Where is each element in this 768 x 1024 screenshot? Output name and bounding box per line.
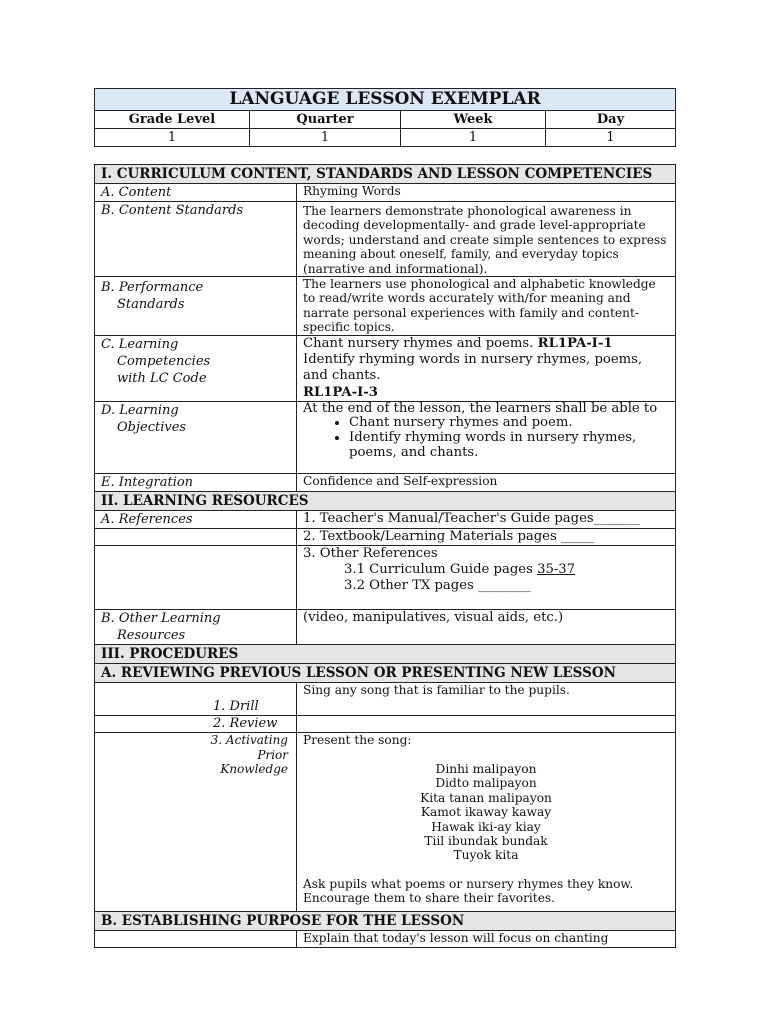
section3-heading: III. PROCEDURES: [95, 645, 676, 664]
references-label: A. References: [95, 510, 297, 528]
competency-1-text: Chant nursery rhymes and poems.: [303, 336, 534, 352]
song-line: Tuyok kita: [453, 848, 519, 863]
reference-3: [297, 546, 676, 610]
purpose-value: Explain that today's lesson will focus on chanting: [297, 931, 676, 948]
section2-heading: II. LEARNING RESOURCES: [95, 491, 676, 510]
day-value: 1: [546, 129, 676, 147]
competencies-value: [297, 336, 676, 402]
content-standards-value: The learners demonstrate phonological awareness in decoding developmentally- and grade level-appropriate words; understand and create simple sentences to express meaning about oneself, family, and everyday topics (narrative and informational).: [297, 202, 676, 277]
grade-level-value: 1: [95, 129, 250, 147]
song-lyrics: [303, 762, 669, 863]
other-resources-value: (video, manipulatives, visual aids, etc.): [297, 610, 676, 645]
objectives-list: [303, 416, 669, 460]
activating-label-line2: Prior: [257, 747, 288, 762]
drill-label: 1. Drill: [95, 683, 297, 716]
competencies-label-line1: C. Learning: [101, 337, 179, 353]
competency-1-code: RL1PA-I-1: [537, 336, 613, 352]
objectives-label-line2: Objectives: [117, 419, 187, 435]
curriculum-guide-text: 3.1 Curriculum Guide pages: [344, 562, 538, 578]
song-line: Kamot ikaway kaway: [420, 805, 552, 820]
performance-standards-label: [95, 277, 297, 336]
performance-standards-value: The learners use phonological and alphabetic knowledge to read/write words accurately with/for meaning and narrate personal experiences with family and content-specific topics.: [297, 277, 676, 336]
activating-value: [297, 733, 676, 912]
objectives-label: [95, 401, 297, 473]
objective-item: • Chant nursery rhymes and poem.: [349, 416, 669, 431]
content-standards-label: B. Content Standards: [95, 202, 297, 277]
drill-value: Sing any song that is familiar to the pupils.: [297, 683, 676, 716]
content-value: Rhyming Words: [297, 184, 676, 202]
other-resources-line1: B. Other Learning: [101, 611, 221, 627]
song-line: Didto malipayon: [435, 776, 537, 791]
performance-label-line1: B. Performance: [101, 280, 204, 296]
song-line: Hawak iki-ay kiay: [431, 819, 541, 834]
activating-label-line1: 3. Activating: [210, 733, 288, 748]
objectives-label-line1: D. Learning: [101, 402, 179, 418]
reference-3-1: [303, 562, 669, 578]
lesson-plan-table: [94, 164, 676, 948]
activating-label-line3: Knowledge: [220, 762, 288, 777]
competencies-label-line2: Competencies: [117, 354, 211, 370]
lesson-header-table: [94, 88, 676, 147]
integration-value: Confidence and Self-expression: [297, 473, 676, 491]
competency-2-code: RL1PA-I-3: [303, 384, 378, 400]
present-song: Present the song:: [303, 733, 412, 748]
song-line: Tiil ibundak bundak: [424, 834, 548, 849]
competency-2-text: Identify rhyming words in nursery rhymes, poems, and chants.: [303, 352, 643, 384]
objective-item: • Identify rhyming words in nursery rhymes, poems, and chants.: [349, 431, 669, 460]
song-line: Dinhi malipayon: [435, 762, 537, 777]
quarter-value: 1: [250, 129, 401, 147]
procedure-b-heading: B. ESTABLISHING PURPOSE FOR THE LESSON: [95, 912, 676, 931]
day-label: Day: [546, 111, 676, 129]
week-value: 1: [401, 129, 546, 147]
objectives-intro: At the end of the lesson, the learners shall be able to: [303, 400, 658, 416]
document-title: LANGUAGE LESSON EXEMPLAR: [95, 89, 676, 111]
competencies-label: [95, 336, 297, 402]
performance-label-line2: Standards: [117, 297, 185, 313]
activating-label: [95, 733, 297, 912]
reference-2: 2. Textbook/Learning Materials pages _____: [297, 528, 676, 545]
other-resources-line2: Resources: [117, 628, 186, 644]
section1-heading: I. CURRICULUM CONTENT, STANDARDS AND LESSON COMPETENCIES: [95, 165, 676, 184]
week-label: Week: [401, 111, 546, 129]
competencies-label-line3: with LC Code: [117, 371, 207, 387]
grade-level-label: Grade Level: [95, 111, 250, 129]
objectives-value: [297, 401, 676, 473]
song-line: Kita tanan malipayon: [420, 790, 552, 805]
reference-3-2: 3.2 Other TX pages ________: [344, 578, 531, 594]
review-label: 2. Review: [95, 716, 297, 733]
curriculum-guide-pages: 35-37: [537, 562, 576, 578]
content-label: A. Content: [95, 184, 297, 202]
quarter-label: Quarter: [250, 111, 401, 129]
procedure-a-heading: A. REVIEWING PREVIOUS LESSON OR PRESENTING NEW LESSON: [95, 664, 676, 683]
reference-1: 1. Teacher's Manual/Teacher's Guide pages_______: [297, 510, 676, 528]
other-resources-label: [95, 610, 297, 645]
integration-label: E. Integration: [95, 473, 297, 491]
reference-3-title: 3. Other References: [303, 546, 438, 562]
ask-pupils: Ask pupils what poems or nursery rhymes they know. Encourage them to share their favorites.: [303, 876, 634, 906]
